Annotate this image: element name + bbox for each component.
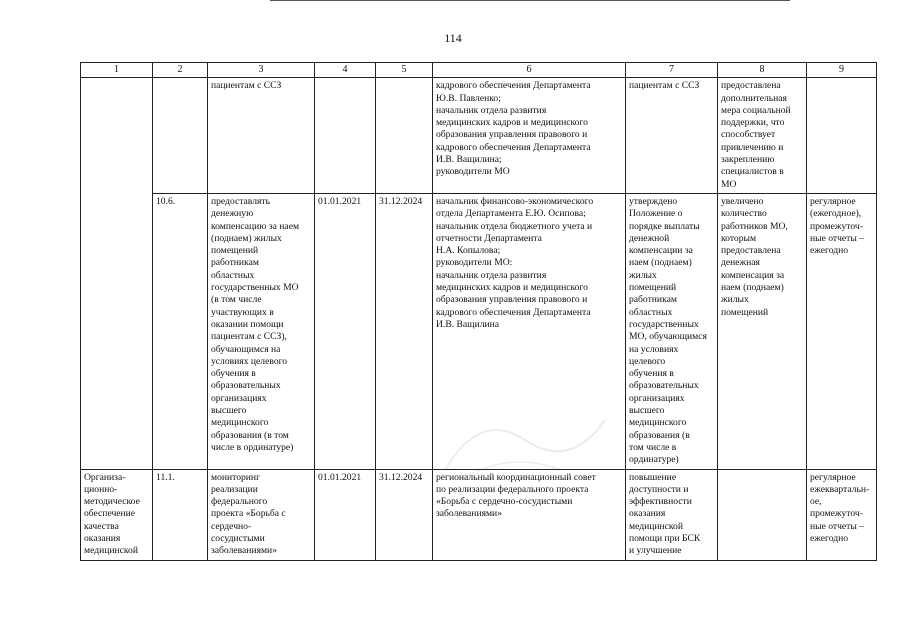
activity-cell: предоставлять денежную компенсацию за наем (поднаем) жилых помещений работникам областных государственных МО (в том числе участвующих в оказании помощи пациентам с ССЗ), обучающимся на условиях целевого обучения в образовательных организациях высшего медицинского образования (в том числе в ординатуре) <box>208 193 315 469</box>
section-cell: Организа- ционно- методическое обеспечение качества оказания медицинской <box>81 469 153 560</box>
reporting-cell: регулярное ежеквартальн- ое, промежуточ- ные отчеты – ежегодно <box>807 469 877 560</box>
column-number: 6 <box>433 63 626 78</box>
reporting-cell: регулярное (ежегодное), промежуточ- ные отчеты – ежегодно <box>807 193 877 469</box>
responsible-cell: региональный координационный совет по реализации федерального проекта «Борьба с сердечно-сосудистыми заболеваниями» <box>433 469 626 560</box>
indicator-cell: предоставлена дополнительная мера социальной поддержки, что способствует привлечению и закреплению специалистов в МО <box>718 78 807 194</box>
reporting-cell <box>807 78 877 194</box>
plan-table <box>80 62 877 561</box>
section-cell <box>81 78 153 469</box>
column-number: 1 <box>81 63 153 78</box>
start-date-cell: 01.01.2021 <box>315 193 376 469</box>
item-number-cell <box>153 78 208 194</box>
result-cell: утверждено Положение о порядке выплаты денежной компенсации за наем (поднаем) жилых помещений работникам областных государственных МО, обучающимся на условиях целевого обучения в образовательных организациях высшего медицинского образования (в том числе в ординатуре) <box>626 193 718 469</box>
column-number: 4 <box>315 63 376 78</box>
start-date-cell: 01.01.2021 <box>315 469 376 560</box>
table-row <box>81 193 877 469</box>
responsible-cell: начальник финансово-экономического отдела Департамента Е.Ю. Осипова; начальник отдела бюджетного учета и отчетности Департамента Н.А. Копылова; руководители МО: начальник отдела развития медицинских кадров и медицинского образования управления правового и кадрового обеспечения Департамента И.В. Ващилина <box>433 193 626 469</box>
end-date-cell: 31.12.2024 <box>376 469 433 560</box>
table-row <box>81 469 877 560</box>
item-number-cell: 10.6. <box>153 193 208 469</box>
table-row <box>81 78 877 194</box>
indicator-cell: увеличено количество работников МО, которым предоставлена денежная компенсация за наем (поднаем) жилых помещений <box>718 193 807 469</box>
result-cell: повышение доступности и эффективности оказания медицинской помощи при БСК и улучшение <box>626 469 718 560</box>
end-date-cell <box>376 78 433 194</box>
column-number: 7 <box>626 63 718 78</box>
page-number: 114 <box>444 31 462 45</box>
column-number: 3 <box>208 63 315 78</box>
item-number-cell: 11.1. <box>153 469 208 560</box>
column-number-row <box>81 63 877 78</box>
activity-cell: пациентам с ССЗ <box>208 78 315 194</box>
start-date-cell <box>315 78 376 194</box>
column-number: 9 <box>807 63 877 78</box>
activity-cell: мониторинг реализации федерального проекта «Борьба с сердечно- сосудистыми заболеваниями» <box>208 469 315 560</box>
responsible-cell: кадрового обеспечения Департамента Ю.В. Павленко; начальник отдела развития медицинских кадров и медицинского образования управления правового и кадрового обеспечения Департамента И.В. Ващилина; руководители МО <box>433 78 626 194</box>
top-edge-line <box>270 0 790 1</box>
result-cell: пациентам с ССЗ <box>626 78 718 194</box>
column-number: 2 <box>153 63 208 78</box>
column-number: 5 <box>376 63 433 78</box>
end-date-cell: 31.12.2024 <box>376 193 433 469</box>
column-number: 8 <box>718 63 807 78</box>
indicator-cell <box>718 469 807 560</box>
